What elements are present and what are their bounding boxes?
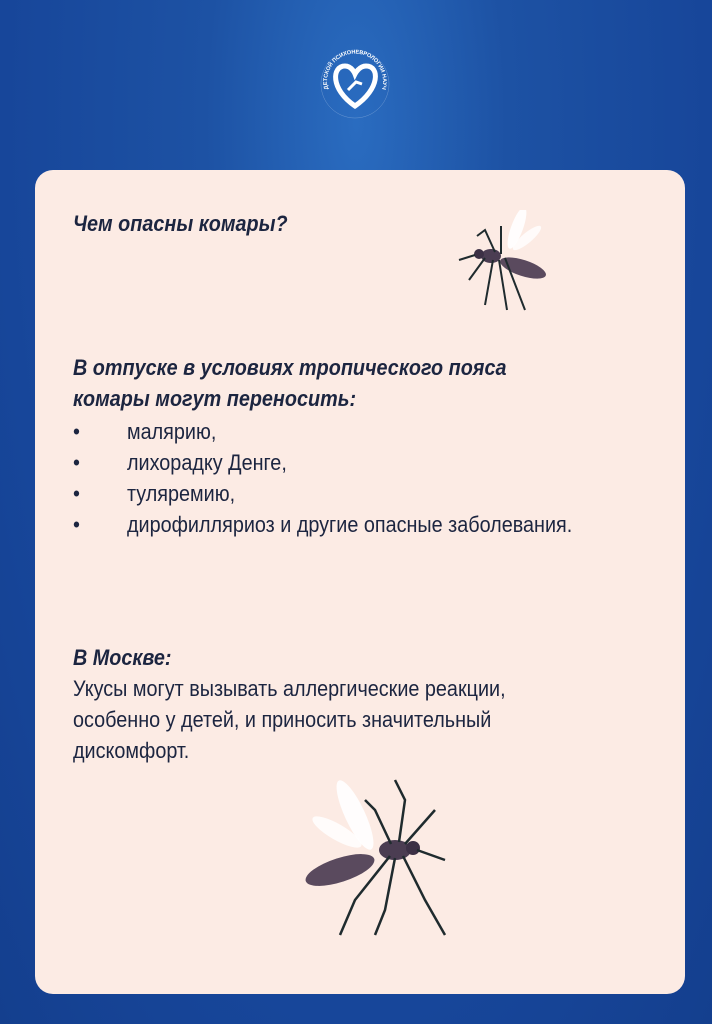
bullet: • bbox=[73, 512, 80, 537]
list-item bbox=[73, 416, 572, 447]
mosquito-icon bbox=[295, 770, 455, 940]
bullet: • bbox=[73, 419, 80, 444]
moscow-heading: В Москве: bbox=[73, 645, 172, 670]
moscow-text-line2: особенно у детей, и приносить значительный bbox=[73, 707, 492, 732]
disease-list bbox=[73, 416, 572, 540]
tropics-heading bbox=[73, 352, 507, 414]
heart-logo-icon bbox=[310, 44, 400, 124]
list-item bbox=[73, 478, 572, 509]
list-item-text: малярию, bbox=[127, 419, 217, 444]
question-heading: Чем опасны комары? bbox=[73, 211, 288, 236]
list-item-text: туляремию, bbox=[127, 481, 236, 506]
info-card bbox=[35, 170, 685, 994]
svg-text:ДЕТСКОЙ ПСИХОНЕВРОЛОГИИ НАУЧНО: ДЕТСКОЙ ПСИХОНЕВРОЛОГИИ НАУЧ bbox=[322, 49, 388, 91]
bullet: • bbox=[73, 450, 80, 475]
list-item bbox=[73, 447, 572, 478]
logo bbox=[310, 44, 400, 124]
moscow-section bbox=[73, 642, 506, 766]
moscow-text-line3: дискомфорт. bbox=[73, 738, 190, 763]
tropics-heading-line1: В отпуске в условиях тропического пояса bbox=[73, 355, 507, 380]
bullet: • bbox=[73, 481, 80, 506]
mosquito-icon bbox=[455, 210, 565, 320]
list-item-text: лихорадку Денге, bbox=[127, 450, 287, 475]
moscow-text-line1: Укусы могут вызывать аллергические реакции, bbox=[73, 676, 506, 701]
tropics-heading-line2: комары могут переносить: bbox=[73, 386, 357, 411]
list-item-text: дирофилляриоз и другие опасные заболевания. bbox=[127, 512, 573, 537]
list-item bbox=[73, 509, 572, 540]
